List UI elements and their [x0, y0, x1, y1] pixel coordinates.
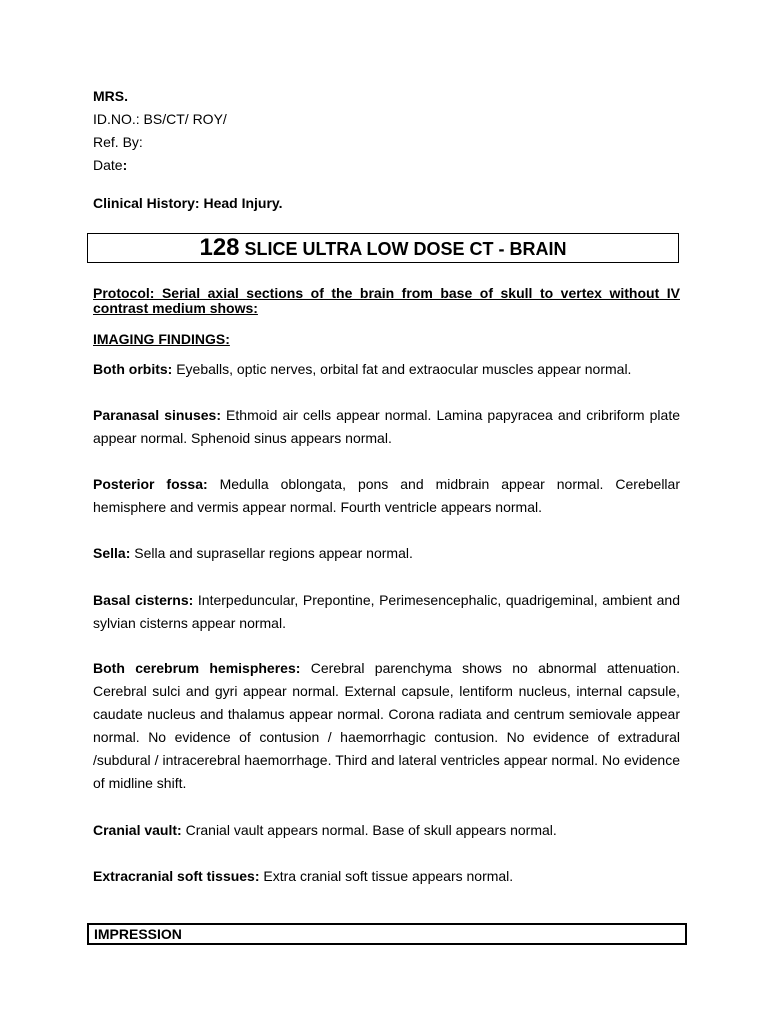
finding-text: Ethmoid air cells appear normal. Lamina papyracea and cribriform plate appear normal. Sphenoid sinus appears normal.	[93, 407, 680, 446]
finding-label: Sella:	[93, 545, 131, 561]
finding-cerebrum-hemispheres	[93, 657, 680, 795]
finding-text: Cerebral parenchyma shows no abnormal attenuation. Cerebral sulci and gyri appear normal. External capsule, lentiform nucleus, internal capsule, caudate nucleus and thalamus appear normal. Corona radiata and centrum semiovale appear normal. No evidence of contusion / haemorrhagic contusion. No evidence of extradural /subdural / intracerebral haemorrhage. Third and lateral ventricles appear normal. No evidence of midline shift.	[93, 660, 680, 791]
patient-id: ID.NO.: BS/CT/ ROY/	[93, 111, 227, 127]
finding-basal-cisterns	[93, 589, 680, 635]
finding-extracranial-soft-tissues	[93, 865, 680, 888]
finding-text: Sella and suprasellar regions appear normal.	[130, 545, 413, 561]
finding-posterior-fossa	[93, 473, 680, 519]
report-date	[93, 156, 127, 174]
finding-text: Cranial vault appears normal. Base of skull appears normal.	[181, 822, 557, 838]
finding-label: Both cerebrum hemispheres:	[93, 660, 301, 676]
impression-heading: IMPRESSION	[87, 923, 687, 945]
imaging-findings-heading: IMAGING FINDINGS:	[93, 331, 230, 347]
protocol: Protocol: Serial axial sections of the brain from base of skull to vertex without IV contrast medium shows:	[93, 285, 680, 316]
report-title	[87, 233, 679, 263]
finding-text: Medulla oblongata, pons and midbrain appear normal. Cerebellar hemisphere and vermis appear normal. Fourth ventricle appears normal.	[93, 476, 680, 515]
finding-cranial-vault	[93, 819, 680, 842]
finding-text: Interpeduncular, Prepontine, Perimesencephalic, quadrigeminal, ambient and sylvian cisterns appear normal.	[93, 592, 680, 631]
finding-both-orbits	[93, 358, 680, 381]
report-title-number: 128	[199, 234, 240, 261]
patient-name: MRS.	[93, 88, 128, 104]
finding-label: Cranial vault:	[93, 822, 182, 838]
finding-label: Posterior fossa:	[93, 476, 208, 492]
clinical-history: Clinical History: Head Injury.	[93, 195, 283, 211]
finding-text: Extra cranial soft tissue appears normal.	[259, 868, 514, 884]
referred-by: Ref. By:	[93, 134, 143, 150]
finding-label: Paranasal sinuses:	[93, 407, 222, 423]
report-title-text: SLICE ULTRA LOW DOSE CT - BRAIN	[239, 239, 567, 259]
date-colon: :	[122, 157, 128, 173]
finding-label: Both orbits:	[93, 361, 173, 377]
finding-label: Extracranial soft tissues:	[93, 868, 260, 884]
finding-sella	[93, 542, 680, 565]
finding-text: Eyeballs, optic nerves, orbital fat and extraocular muscles appear normal.	[172, 361, 632, 377]
finding-label: Basal cisterns:	[93, 592, 194, 608]
date-label: Date	[93, 157, 123, 173]
finding-paranasal-sinuses	[93, 404, 680, 450]
